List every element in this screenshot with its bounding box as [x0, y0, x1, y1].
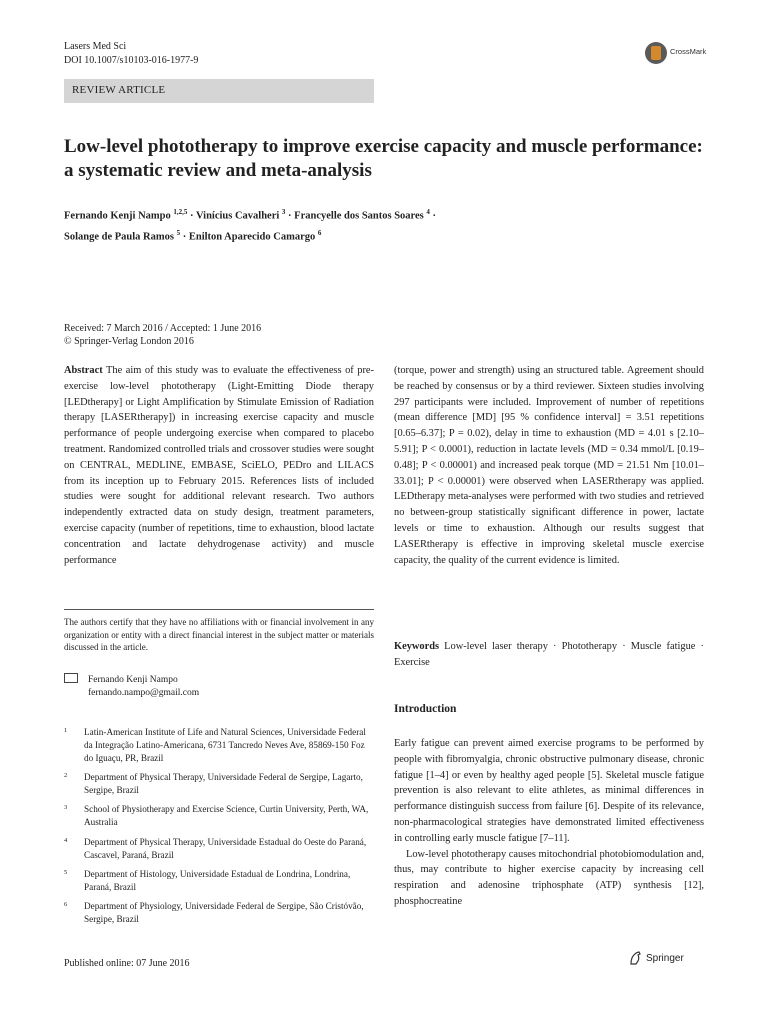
affiliation-text: School of Physiotherapy and Exercise Science, Curtin University, Perth, WA, Australia — [84, 804, 369, 827]
received-date: Received: 7 March 2016 / Accepted: 1 June 2016 — [64, 323, 262, 334]
affiliation-text: Department of Histology, Universidade Estadual de Londrina, Londrina, Paraná, Brazil — [84, 869, 351, 892]
author-affil: 4 — [426, 208, 430, 216]
author-affil: 1,2,5 — [173, 208, 188, 216]
springer-horse-icon — [628, 950, 642, 966]
affiliation-number: 4 — [64, 837, 68, 844]
affiliation-number: 3 — [64, 804, 68, 811]
introduction-body — [394, 736, 704, 910]
affiliation-text: Department of Physiology, Universidade Federal de Sergipe, São Cristóvão, Sergipe, Brazil — [84, 901, 364, 924]
crossmark-icon — [645, 42, 667, 64]
crossmark-label: CrossMark — [670, 47, 707, 56]
author-name[interactable]: Fernando Kenji Nampo — [64, 210, 171, 222]
article-type-banner — [64, 79, 374, 103]
author-affil: 3 — [281, 208, 286, 216]
affiliation-text: Latin-American Institute of Life and Natural Sciences, Universidade Federal da Integração Latino-Americana, 6731 Tancredo Neves Ave, 85869-150 Foz do Iguaçu, PR, Brazil — [84, 727, 366, 763]
springer-logo — [628, 950, 708, 968]
affiliation-text: Department of Physical Therapy, Universidade Estadual do Oeste do Paraná, Cascavel, Paraná, Brazil — [84, 837, 367, 860]
author-list: Fernando Kenji Nampo $^{1,2,5}$ · Vinícius Cavalheri $^3$ · Francyelle dos Santos Soares $^4$ · Solange de Paula Ramos $^5$ · Enilton Aparecido Camargo $^6$ — [64, 208, 437, 242]
published-online: Published online: 07 June 2016 — [64, 958, 190, 969]
keywords — [394, 639, 704, 671]
intro-paragraph-1: Early fatigue can prevent aimed exercise programs to be performed by people with fibromyalgia, chronic obstructive pulmonary disease, chronic fatigue [1–4] or even by healthy aged people [5]. Skeletal muscle fatigue prevention is also relevant to elite athletes, as minimal differences in performance distinguish success from failure [6]. Despite of its relevance, non-pharmacological strategies have demonstrated limited effectiveness in controlling early muscle fatigue [7–11]. — [394, 738, 704, 844]
abstract-col2 — [394, 363, 704, 568]
section-heading-introduction: Introduction — [394, 703, 457, 715]
article-type: REVIEW ARTICLE — [72, 84, 166, 96]
affiliation-text: Department of Physical Therapy, Universidade Federal de Sergipe, Lagarto, Sergipe, Brazil — [84, 772, 363, 795]
affiliation-number: 1 — [64, 727, 68, 734]
author-name[interactable]: Solange de Paula Ramos — [64, 231, 174, 242]
abstract-label: Abstract — [64, 365, 103, 376]
journal-name: Lasers Med Sci — [64, 41, 127, 52]
keywords-text: Low-level laser therapy · Phototherapy · Muscle fatigue · Exercise — [394, 641, 704, 668]
affiliation-number: 5 — [64, 869, 68, 876]
keywords-label: Keywords — [394, 641, 440, 652]
author-name[interactable]: Vinícius Cavalheri — [195, 210, 280, 222]
contact-name: Fernando Kenji Nampo — [88, 675, 178, 685]
publisher-name: Springer — [646, 953, 684, 964]
article-title: Low-level phototherapy to improve exercise capacity and muscle performance: a systematic review and meta-analysis — [64, 136, 703, 181]
journal-header — [64, 40, 198, 68]
affiliation-number: 2 — [64, 772, 68, 779]
author-affil: 5 — [176, 228, 181, 237]
disclosure-note: The authors certify that they have no affiliations with or financial involvement in any organization or entity with a direct financial interest in the subject matter or materials discussed in the article. — [64, 617, 374, 652]
doi[interactable]: DOI 10.1007/s10103-016-1977-9 — [64, 55, 199, 66]
author-name[interactable]: Francyelle dos Santos Soares — [294, 210, 424, 222]
corresponding-author — [64, 672, 374, 700]
footnote-divider — [64, 609, 374, 610]
author-affil: 6 — [317, 228, 322, 237]
intro-paragraph-2: Low-level phototherapy causes mitochondrial photobiomodulation and, thus, may contribute to higher exercise capacity by increasing cell respiration and adenosine triphosphate (ATP) synthesis [12], phosphocreatine — [394, 848, 704, 907]
abstract-col1 — [64, 363, 374, 568]
author-name[interactable]: Enilton Aparecido Camargo — [188, 231, 316, 242]
abstract-text-2: (torque, power and strength) using an structured table. Agreement should be reached by consensus or by a third reviewer. Sixteen studies involving 297 participants were included. Improvement of number of repetitions (mean difference [MD] [95 % confidence interval] = 3.51 repetitions [0.65–6.37]; P = 0.02), delay in time to exhaustion (MD = 4.01 s [2.10–5.91]; P < 0.0001), reduction in lactate levels (MD = 0.34 mmol/L [0.19–0.48]; P < 0.00001) and increased peak torque (MD = 21.51 Nm [10.01–33.01]; P < 0.00001) were observed when LASERtherapy was applied. LEDtherapy meta-analyses were performed with two studies and retrieved no between-group statistically significant difference in power, lactate levels or time to exhaustion. Although our results suggest that LASERtherapy is effective in improving skeletal muscle exercise capacity, the quality of the current evidence is limited. — [394, 365, 704, 566]
envelope-icon — [64, 673, 78, 683]
contact-email[interactable]: fernando.nampo@gmail.com — [88, 688, 200, 698]
abstract-text-1: The aim of this study was to evaluate the effectiveness of pre-exercise low-level phototherapy (Light-Emitting Diode therapy [LEDtherapy] or Light Amplification by Stimulate Emission of Radiation therapy [LASERtherapy]) in increasing exercise capacity and muscle performance of people undergoing exercise when compared to placebo treatment. Randomized controlled trials and crossover studies were sought on CENTRAL, MEDLINE, EMBASE, SciELO, PEDro and LILACS from its inception up to February 2015. References lists of included studies were sought for additional relevant research. Two authors independently extracted data on study design, treatment parameters, exercise capacity (number of repetitions, time to exhaustion, blood lactate concentration and lactate dehydrogenase activity) and muscle performance — [64, 365, 374, 566]
crossmark-badge[interactable] — [645, 42, 725, 70]
copyright: © Springer-Verlag London 2016 — [64, 336, 194, 347]
dates-block — [64, 322, 261, 348]
affiliation-number: 6 — [64, 901, 68, 908]
